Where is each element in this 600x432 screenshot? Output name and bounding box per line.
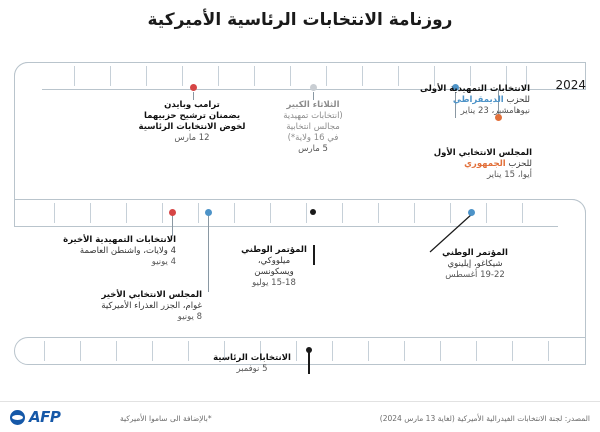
event-place: ميلووكي، ويسكونسن bbox=[254, 256, 294, 277]
event-title: المجلس الانتخابي الأول bbox=[433, 148, 532, 158]
event-title: الانتخابات الرئاسية bbox=[213, 353, 291, 363]
marker-republican-national-convention[interactable] bbox=[310, 209, 316, 215]
marker-democratic-national-convention[interactable] bbox=[468, 209, 475, 216]
event-place: شيكاغو، إيلينوي bbox=[447, 259, 503, 269]
event-title: الانتخابات التمهيدية الأولى bbox=[420, 84, 530, 94]
event-date: 5 مارس bbox=[298, 144, 328, 154]
event-party-prefix: للحزب bbox=[508, 159, 532, 169]
event-title: المؤتمر الوطني bbox=[442, 248, 508, 258]
marker-super-tuesday[interactable] bbox=[310, 84, 317, 91]
event-detail: 4 ولايات، واشنطن العاصمة bbox=[79, 246, 176, 256]
label-presidential-election bbox=[200, 353, 304, 375]
event-title: الثلاثاء الكبير bbox=[286, 100, 340, 110]
event-party: الجمهوري bbox=[464, 159, 506, 169]
label-first-democratic-primary bbox=[386, 84, 530, 117]
event-title: المجلس الانتخابي الأخير bbox=[101, 290, 202, 300]
event-place: نيوهامشير، 23 يناير bbox=[460, 106, 530, 116]
event-date: 5 نوفمبر bbox=[236, 364, 268, 374]
event-detail-1: (انتخابات تمهيدية bbox=[283, 111, 343, 121]
event-detail: غوام، الجزر العذراء الأميركية bbox=[101, 301, 202, 311]
label-nomination-clinch bbox=[80, 100, 304, 144]
marker-nomination-clinch[interactable] bbox=[190, 84, 197, 91]
event-date: 15-18 يوليو bbox=[252, 278, 296, 288]
event-party-prefix: للحزب bbox=[506, 95, 530, 105]
year-label: 2024 bbox=[555, 78, 586, 92]
stem-last-primaries bbox=[172, 214, 173, 236]
stem-super-tuesday bbox=[313, 92, 314, 100]
event-date: 8 يونيو bbox=[177, 312, 202, 322]
page-title: روزنامة الانتخابات الرئاسية الأميركية bbox=[147, 10, 453, 30]
event-title: الانتخابات التمهيدية الأخيرة bbox=[63, 235, 176, 245]
marker-last-primaries[interactable] bbox=[169, 209, 176, 216]
event-line-3: لخوض الانتخابات الرئاسية bbox=[138, 122, 246, 132]
marker-last-caucus[interactable] bbox=[205, 209, 212, 216]
stem-nomination-clinch bbox=[193, 92, 194, 100]
event-date: 12 مارس bbox=[174, 133, 210, 143]
event-title: ترامب وبايدن bbox=[164, 100, 220, 110]
label-democratic-national-convention bbox=[410, 248, 540, 281]
stem-last-caucus bbox=[208, 214, 209, 292]
label-last-primaries bbox=[16, 235, 176, 268]
label-first-republican-caucus bbox=[392, 148, 532, 181]
marker-presidential-election[interactable] bbox=[306, 347, 312, 353]
stem-republican-national-convention bbox=[313, 245, 315, 265]
afp-logo bbox=[10, 408, 60, 426]
event-title: المؤتمر الوطني bbox=[241, 245, 307, 255]
event-detail-2: مجالس انتخابية bbox=[286, 122, 340, 132]
label-republican-national-convention bbox=[238, 245, 310, 289]
event-party: الديمقراطي bbox=[452, 95, 504, 105]
afp-ball-icon bbox=[10, 410, 25, 425]
event-date: 4 يونيو bbox=[151, 257, 176, 267]
footnote-note: *بالإضافة الى ساموا الأميركية bbox=[120, 414, 212, 423]
event-date: 19-22 أغسطس bbox=[445, 270, 505, 280]
label-last-caucus bbox=[30, 290, 202, 323]
event-line-2: يضمنان ترشيح حزبيهما bbox=[143, 111, 241, 121]
timeline-row-2-ticks bbox=[14, 199, 586, 227]
event-place: أيوا، 15 يناير bbox=[486, 170, 532, 180]
event-detail-3: في 16 ولاية*) bbox=[287, 133, 339, 143]
afp-wordmark: AFP bbox=[29, 408, 61, 426]
stem-presidential-election bbox=[308, 352, 310, 374]
source-note: المصدر: لجنة الانتخابات الفيدرالية الأميركية (لغاية 13 مارس 2024) bbox=[379, 414, 590, 423]
